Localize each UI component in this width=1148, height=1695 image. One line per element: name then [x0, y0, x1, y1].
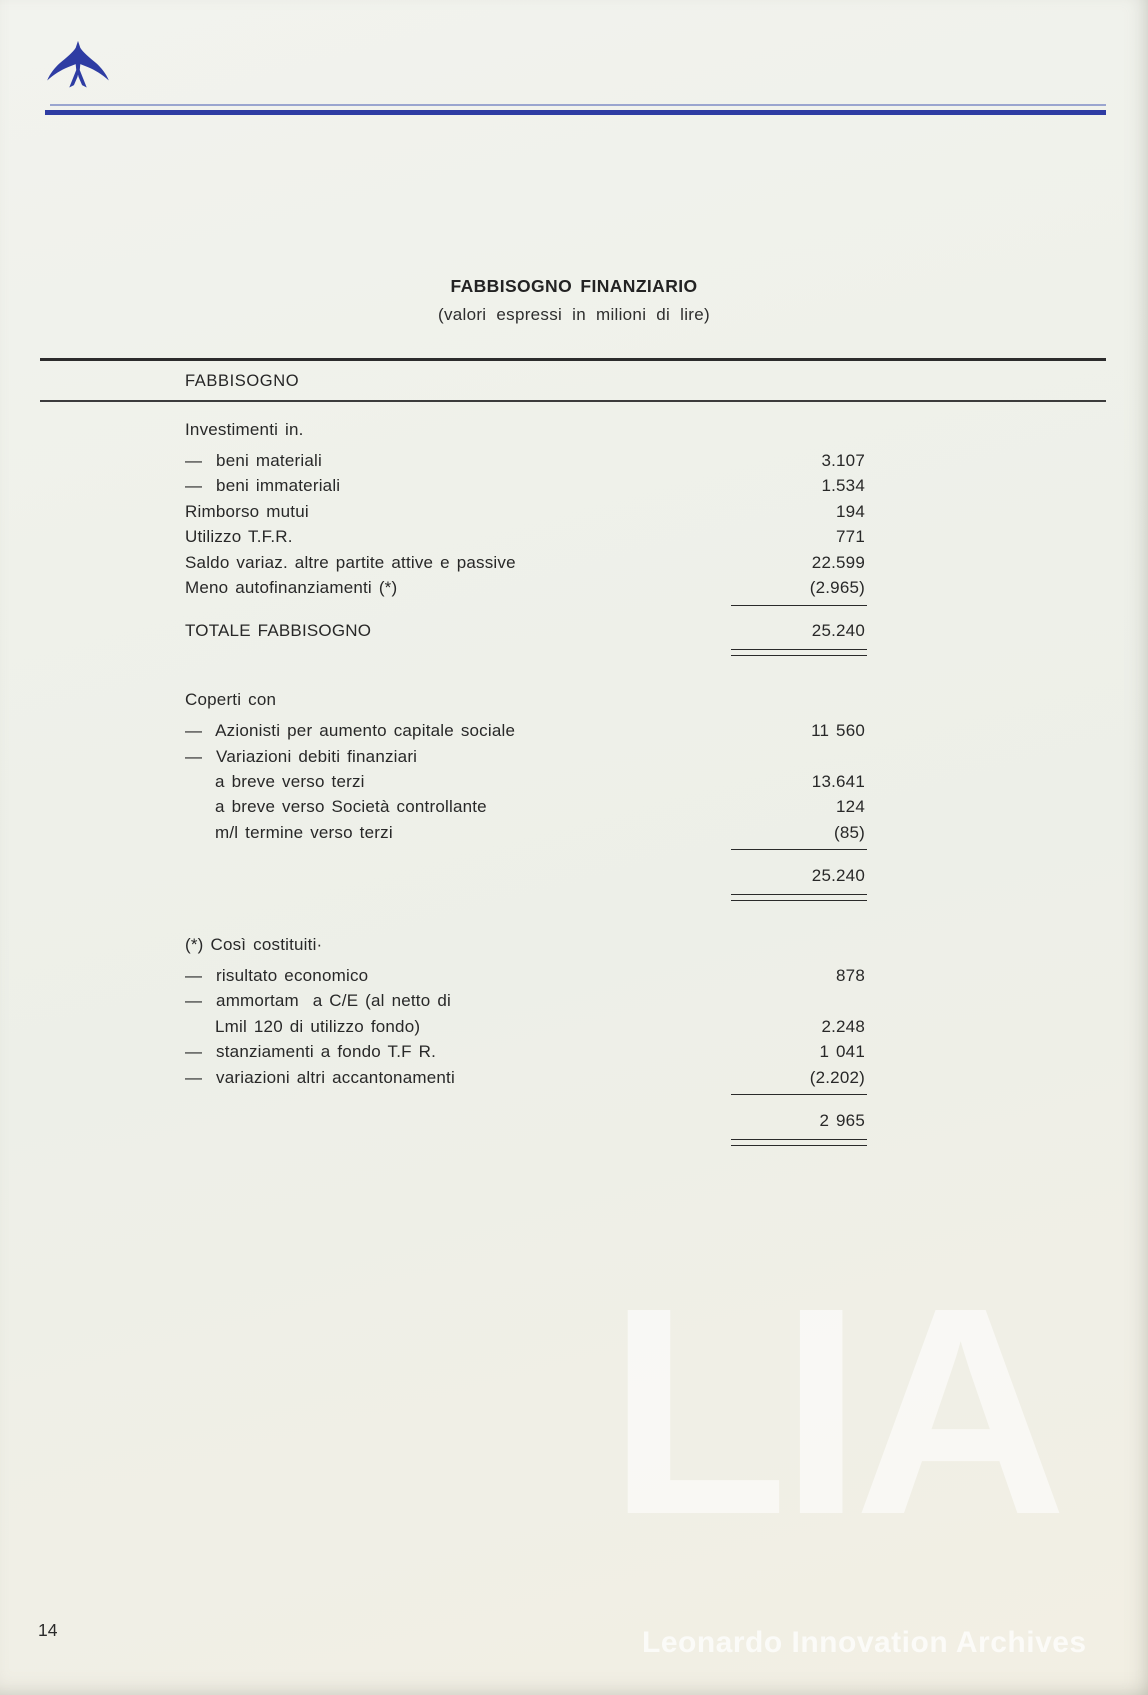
- row-value: 11 560: [811, 721, 865, 741]
- row-label: Saldo variaz. altre partite attive e passive: [185, 552, 516, 572]
- table-top-rule: [40, 358, 1106, 361]
- watermark-logo: LIA: [608, 1246, 1060, 1576]
- row-label: — ammortam a C/E (al netto di: [185, 991, 451, 1011]
- table-row: [185, 932, 865, 957]
- table-row: [185, 795, 865, 820]
- row-label: — Azionisti per aumento capitale sociale: [185, 721, 516, 741]
- row-label: a breve verso Società controllante: [215, 797, 487, 817]
- table-row: [185, 575, 865, 600]
- row-label: TOTALE FABBISOGNO: [185, 621, 372, 641]
- table-row: [185, 1014, 865, 1039]
- table-row: [185, 989, 865, 1014]
- table-row: [185, 863, 865, 888]
- table-row: [185, 474, 865, 499]
- row-label: — stanziamenti a fondo T.F R.: [185, 1042, 437, 1062]
- row-value: 3.107: [821, 451, 865, 471]
- row-value: (2.202): [809, 1067, 865, 1087]
- row-value: 22.599: [811, 552, 865, 572]
- table-row: [185, 417, 865, 442]
- row-label: Coperti con: [185, 689, 277, 709]
- row-value: 25.240: [811, 621, 865, 641]
- table-row: [185, 1039, 865, 1064]
- row-value: (85): [833, 822, 865, 842]
- row-value: 878: [836, 965, 865, 985]
- table-row: [185, 963, 865, 988]
- row-label: — risultato economico: [185, 965, 369, 985]
- row-value: 1 041: [819, 1042, 865, 1062]
- page-number: 14: [38, 1620, 58, 1640]
- value-rule-double: [731, 649, 867, 656]
- row-value: (2.965): [809, 578, 865, 598]
- value-rule-double: [731, 1139, 867, 1146]
- table-row: [185, 744, 865, 769]
- row-label: (*) Così costituiti·: [185, 934, 323, 954]
- row-label: Investimenti in.: [185, 419, 304, 439]
- table-row: [185, 1108, 865, 1133]
- row-label: Utilizzo T.F.R.: [185, 527, 293, 547]
- financial-table: [185, 417, 865, 1148]
- value-rule-single: [731, 605, 867, 606]
- watermark-caption: Leonardo Innovation Archives: [642, 1626, 1087, 1659]
- row-value: 1.534: [821, 476, 865, 496]
- table-row: [185, 499, 865, 524]
- table-row: [185, 619, 865, 644]
- row-label: — beni immateriali: [185, 476, 341, 496]
- table-row: [185, 550, 865, 575]
- section-header-rule: [40, 400, 1106, 402]
- table-row: [185, 687, 865, 712]
- row-value: 2 965: [819, 1110, 865, 1130]
- table-row: [185, 448, 865, 473]
- table-row: [185, 820, 865, 845]
- header-rule-thin: [50, 104, 1106, 106]
- row-value: 771: [836, 527, 865, 547]
- header-rule-thick: [45, 110, 1106, 115]
- table-row: [185, 525, 865, 550]
- row-value: 2.248: [821, 1016, 865, 1036]
- row-label: m/l termine verso terzi: [215, 822, 393, 842]
- value-rule-double: [731, 894, 867, 901]
- row-label: — beni materiali: [185, 451, 322, 471]
- table-row: [185, 769, 865, 794]
- section-header-fabbisogno: FABBISOGNO: [185, 372, 300, 390]
- page-title: FABBISOGNO FINANZIARIO: [450, 276, 698, 296]
- table-row: [185, 1065, 865, 1090]
- row-value: 124: [836, 797, 865, 817]
- row-value: 13.641: [811, 771, 865, 791]
- row-label: — Variazioni debiti finanziari: [185, 746, 418, 766]
- row-value: 194: [836, 501, 865, 521]
- table-rows: [185, 417, 865, 1146]
- row-label: Rimborso mutui: [185, 501, 309, 521]
- page-subtitle: (valori espressi in milioni di lire): [438, 305, 710, 324]
- row-value: 25.240: [811, 866, 865, 886]
- value-rule-single: [731, 849, 867, 850]
- table-row: [185, 719, 865, 744]
- row-label: a breve verso terzi: [215, 771, 365, 791]
- row-label: Lmil 120 di utilizzo fondo): [215, 1016, 421, 1036]
- row-label: Meno autofinanziamenti (*): [185, 578, 398, 598]
- value-rule-single: [731, 1094, 867, 1095]
- row-label: — variazioni altri accantonamenti: [185, 1067, 455, 1087]
- swallow-icon: [46, 40, 110, 100]
